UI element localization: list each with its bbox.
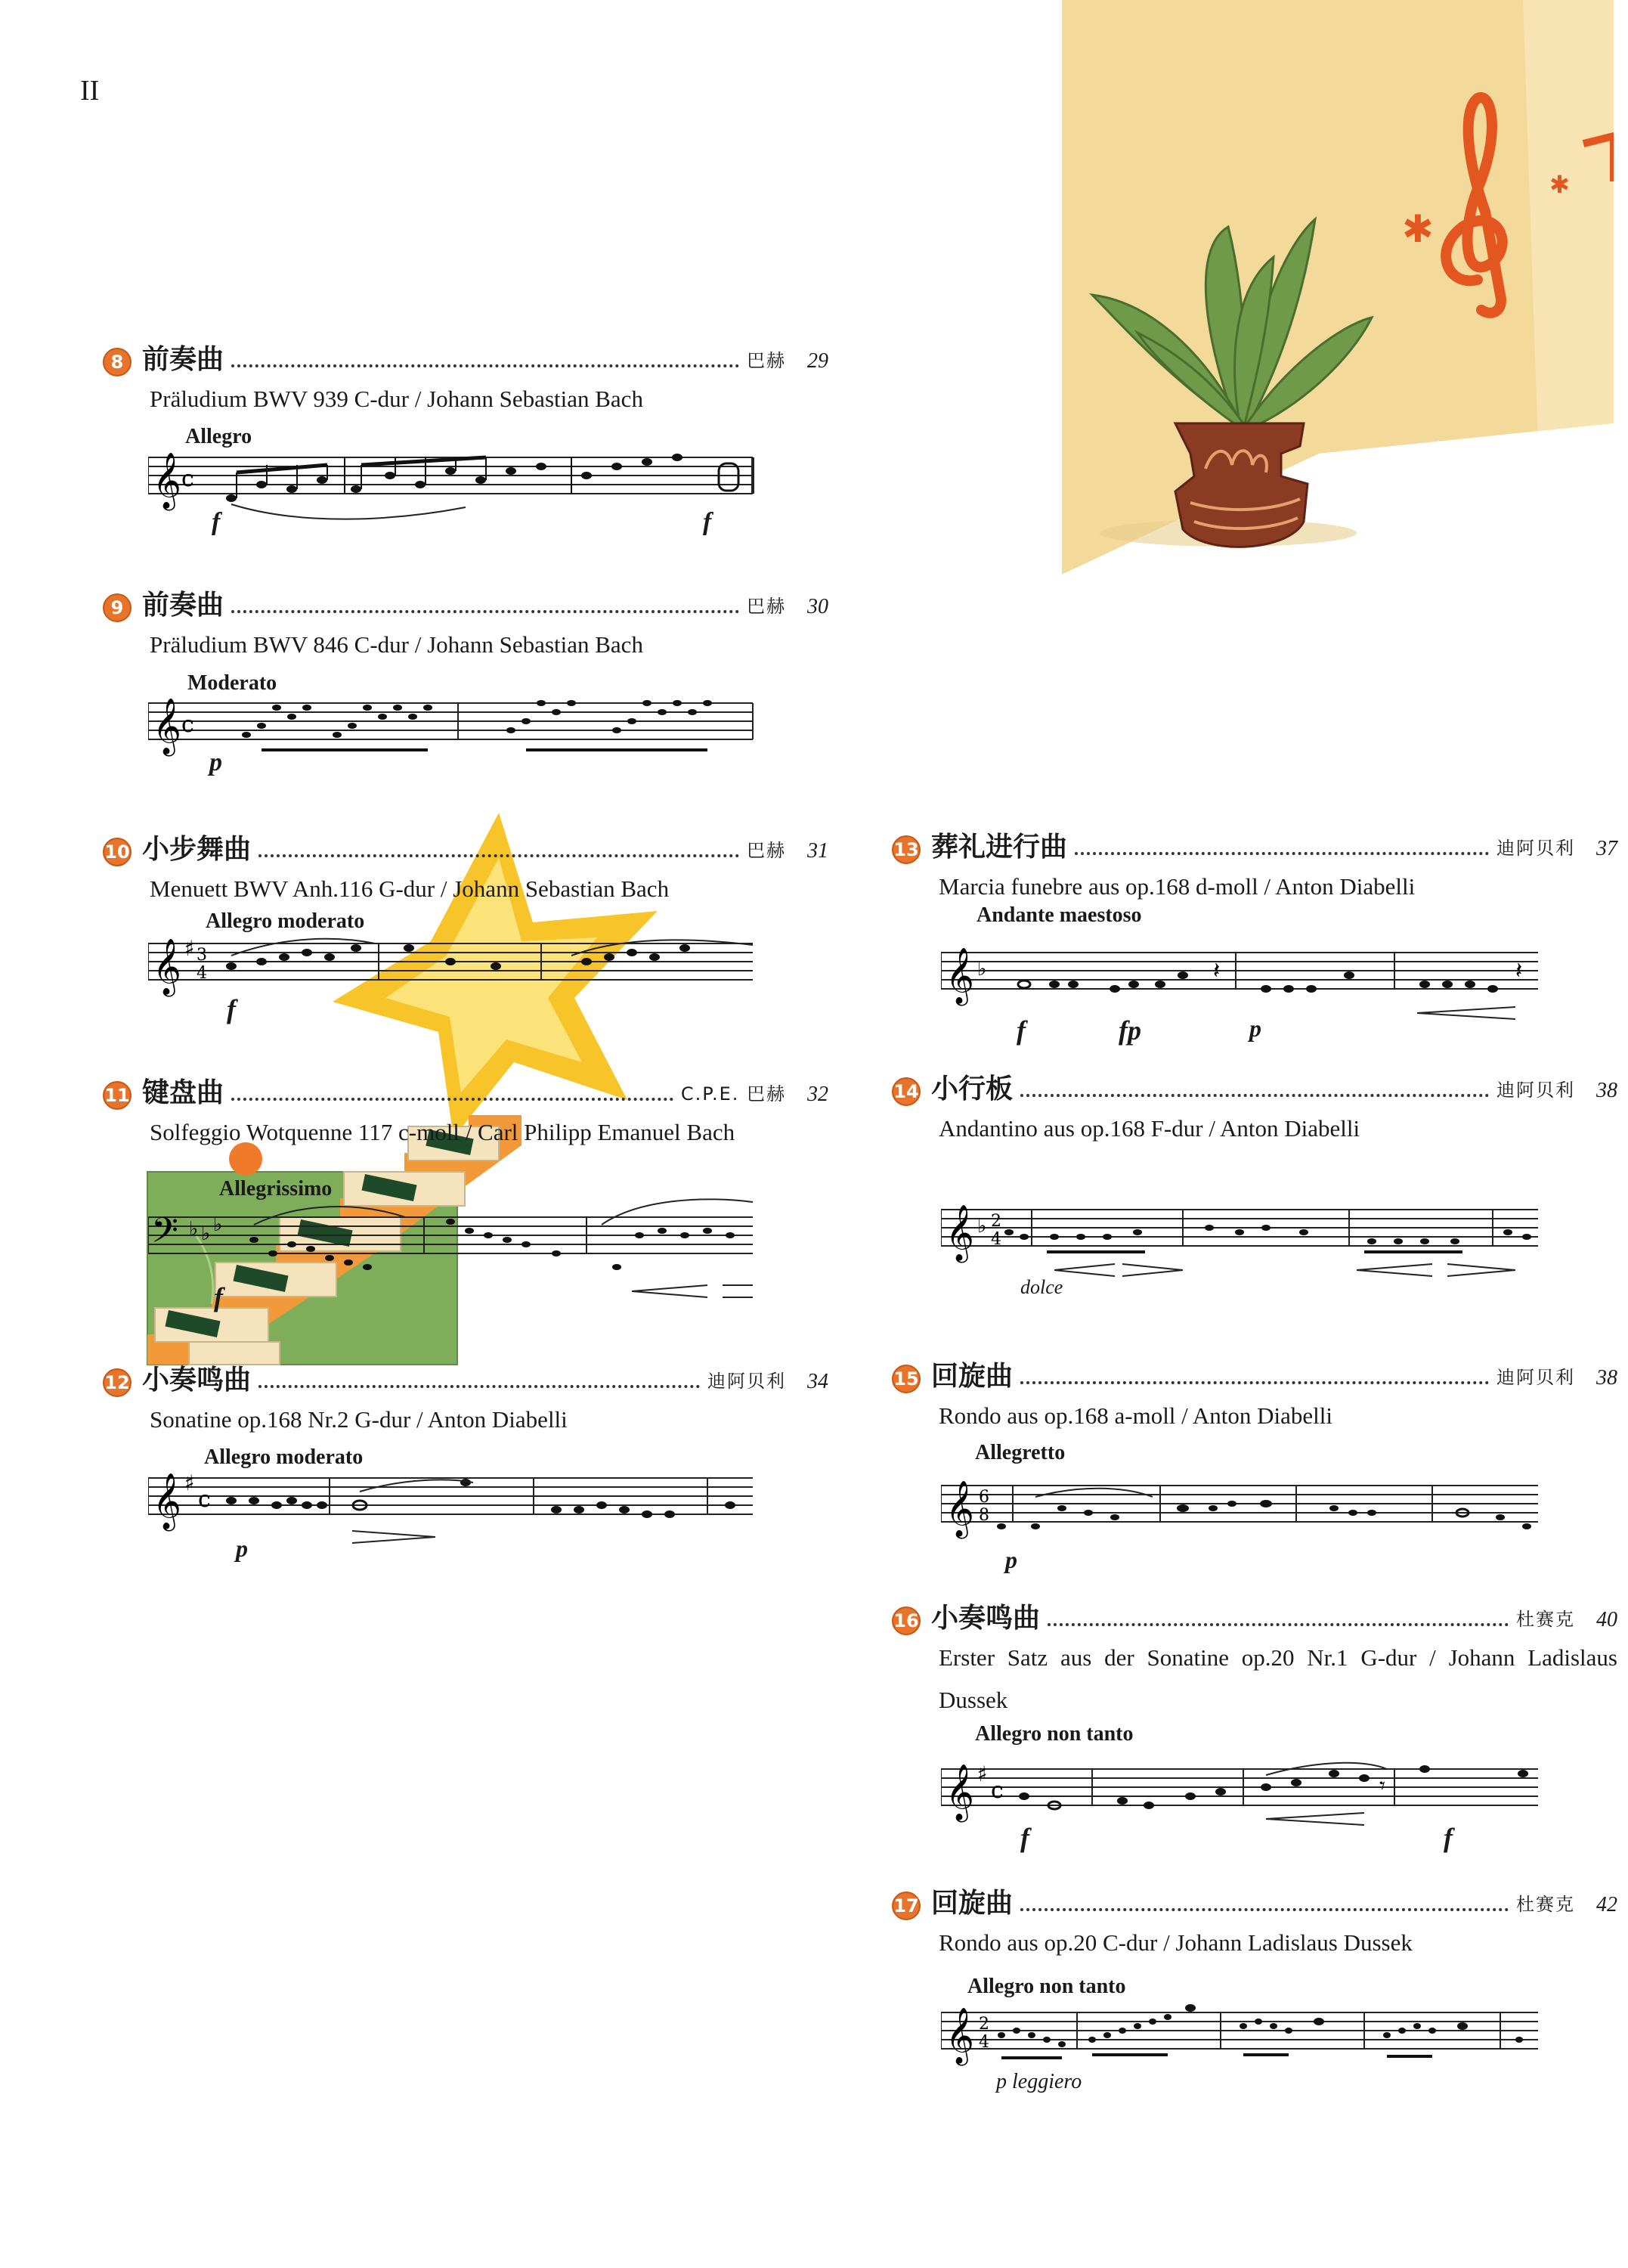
tempo-marking: Andante maestoso bbox=[976, 903, 1142, 927]
plant-illustration bbox=[1054, 0, 1614, 590]
entry-16 bbox=[892, 1591, 1617, 1721]
svg-text:𝄞: 𝄞 bbox=[153, 699, 181, 754]
entry-number-badge: 9 bbox=[103, 593, 132, 622]
tempo-marking: Allegro non tanto bbox=[967, 1975, 1126, 1998]
dynamic-p: p bbox=[1005, 1546, 1017, 1573]
svg-text:c: c bbox=[991, 1777, 1004, 1804]
dot-leader bbox=[231, 364, 739, 367]
svg-text:𝄽: 𝄽 bbox=[1213, 958, 1221, 984]
composer-cn: C.P.E. 巴赫 bbox=[680, 1083, 786, 1105]
dynamic-p-leggiero: p leggiero bbox=[996, 2070, 1082, 2093]
dynamic-f: f bbox=[703, 508, 712, 536]
entry-title-cn: 前奏曲 bbox=[142, 344, 224, 375]
dot-leader bbox=[1020, 1381, 1489, 1384]
music-incipit-8 bbox=[148, 442, 760, 533]
svg-text:𝄞: 𝄞 bbox=[153, 453, 181, 509]
dynamic-p: p bbox=[209, 748, 222, 776]
entry-subtitle: Marcia funebre aus op.168 d-moll / Anton Diabelli bbox=[939, 873, 1416, 900]
svg-text:𝄞: 𝄞 bbox=[153, 939, 181, 995]
entry-subtitle: Solfeggio Wotquenne 117 c-moll / Carl Philipp Emanuel Bach bbox=[150, 1119, 735, 1145]
svg-text:4: 4 bbox=[979, 2033, 989, 2052]
entry-number-badge: 11 bbox=[103, 1081, 132, 1110]
svg-text:c: c bbox=[181, 711, 194, 738]
page-reference: 34 bbox=[807, 1370, 828, 1393]
entry-number-badge: 17 bbox=[892, 1892, 921, 1920]
entry-title-cn: 小奏鸣曲 bbox=[931, 1603, 1041, 1634]
music-incipit-11 bbox=[148, 1194, 760, 1308]
dot-leader bbox=[258, 1385, 700, 1388]
dot-leader bbox=[1020, 1908, 1509, 1911]
dynamic-f: f bbox=[1020, 1823, 1029, 1853]
entry-title-cn: 键盘曲 bbox=[142, 1077, 224, 1108]
entry-number-badge: 15 bbox=[892, 1365, 921, 1393]
entry-number-badge: 12 bbox=[103, 1368, 132, 1397]
composer-cn: 迪阿贝利 bbox=[707, 1371, 786, 1392]
dot-leader bbox=[1020, 1094, 1489, 1097]
svg-text:𝄞: 𝄞 bbox=[946, 2008, 974, 2064]
tempo-marking: Allegro non tanto bbox=[975, 1722, 1134, 1746]
entry-title-cn: 小步舞曲 bbox=[142, 834, 252, 865]
page-reference: 29 bbox=[807, 349, 828, 373]
composer-cn: 巴赫 bbox=[747, 350, 786, 371]
dynamic-f: f bbox=[212, 508, 221, 536]
music-incipit-17 bbox=[941, 1990, 1546, 2073]
entry-title-cn: 前奏曲 bbox=[142, 590, 224, 621]
composer-cn: 巴赫 bbox=[747, 840, 786, 861]
entry-number-badge: 8 bbox=[103, 348, 132, 376]
page-reference: 30 bbox=[807, 595, 828, 618]
entry-number-badge: 10 bbox=[103, 838, 132, 866]
dot-leader bbox=[1048, 1623, 1509, 1626]
svg-text:2: 2 bbox=[991, 1212, 1001, 1231]
entry-17 bbox=[892, 1876, 1617, 1964]
entry-number-badge: 16 bbox=[892, 1606, 921, 1635]
dynamic-fp: fp bbox=[1119, 1015, 1141, 1046]
svg-text:𝄞: 𝄞 bbox=[946, 1481, 974, 1537]
entry-9 bbox=[103, 578, 828, 666]
dynamic-f: f bbox=[1444, 1823, 1453, 1853]
dynamic-f: f bbox=[227, 994, 236, 1024]
tempo-marking: Moderato bbox=[187, 671, 277, 695]
tempo-marking: Allegro bbox=[185, 425, 252, 448]
entry-title-cn: 回旋曲 bbox=[931, 1888, 1014, 1919]
dynamic-dolce: dolce bbox=[1020, 1276, 1063, 1298]
music-incipit-12 bbox=[148, 1463, 760, 1546]
music-incipit-14 bbox=[941, 1194, 1546, 1278]
svg-text:4: 4 bbox=[197, 964, 207, 983]
music-incipit-9 bbox=[148, 688, 760, 771]
tempo-marking: Allegrissimo bbox=[219, 1177, 333, 1201]
dot-leader bbox=[231, 610, 739, 613]
svg-text:♭: ♭ bbox=[189, 1218, 199, 1241]
composer-cn: 杜赛克 bbox=[1516, 1609, 1575, 1630]
entry-subtitle: Rondo aus op.20 C-dur / Johann Ladislaus Dussek bbox=[939, 1929, 1413, 1956]
music-incipit-13 bbox=[941, 930, 1546, 1021]
svg-text:♯: ♯ bbox=[977, 1761, 988, 1786]
music-incipit-15 bbox=[941, 1463, 1546, 1554]
tempo-marking: Allegro moderato bbox=[206, 909, 365, 933]
dynamic-p: p bbox=[236, 1535, 248, 1562]
entry-title-cn: 回旋曲 bbox=[931, 1361, 1014, 1392]
entry-title-cn: 小奏鸣曲 bbox=[142, 1365, 252, 1396]
svg-text:6: 6 bbox=[979, 1488, 989, 1507]
page-reference: 40 bbox=[1596, 1608, 1617, 1631]
svg-text:𝄾: 𝄾 bbox=[1379, 1773, 1385, 1799]
page-reference: 37 bbox=[1596, 837, 1617, 860]
entry-subtitle: Präludium BWV 846 C-dur / Johann Sebastian Bach bbox=[150, 631, 643, 658]
svg-text:3: 3 bbox=[197, 946, 207, 965]
svg-text:8: 8 bbox=[979, 1506, 989, 1525]
svg-text:𝄢: 𝄢 bbox=[151, 1210, 179, 1259]
svg-text:𝄞: 𝄞 bbox=[946, 1765, 974, 1820]
page-reference: 31 bbox=[807, 839, 828, 863]
svg-text:♯: ♯ bbox=[184, 936, 195, 961]
composer-cn: 迪阿贝利 bbox=[1496, 1080, 1575, 1101]
svg-text:4: 4 bbox=[991, 1230, 1001, 1249]
music-incipit-10 bbox=[148, 928, 760, 1012]
dot-leader bbox=[1075, 852, 1489, 855]
svg-text:✱: ✱ bbox=[1549, 170, 1570, 199]
entry-subtitle: Präludium BWV 939 C-dur / Johann Sebastian Bach bbox=[150, 386, 643, 412]
entry-13 bbox=[892, 820, 1617, 908]
svg-text:𝄞: 𝄞 bbox=[946, 1205, 974, 1261]
entry-12 bbox=[103, 1353, 828, 1441]
page-reference: 32 bbox=[807, 1083, 828, 1106]
tempo-marking: Allegretto bbox=[975, 1441, 1066, 1464]
entry-title-cn: 小行板 bbox=[931, 1074, 1014, 1105]
entry-10 bbox=[103, 823, 828, 910]
page-number: II bbox=[80, 75, 100, 107]
entry-14 bbox=[892, 1062, 1617, 1150]
svg-text:𝄽: 𝄽 bbox=[1515, 958, 1523, 984]
entry-subtitle: Menuett BWV Anh.116 G-dur / Johann Sebastian Bach bbox=[150, 875, 670, 902]
composer-cn: 迪阿贝利 bbox=[1496, 1367, 1575, 1388]
dynamic-f: f bbox=[214, 1282, 223, 1312]
music-incipit-16 bbox=[941, 1739, 1546, 1837]
svg-text:2: 2 bbox=[979, 2015, 989, 2034]
svg-text:𝄞: 𝄞 bbox=[153, 1473, 181, 1529]
entry-subtitle: Erster Satz aus der Sonatine op.20 Nr.1 G-dur / Johann Ladislaus Dussek bbox=[939, 1644, 1617, 1713]
entry-subtitle: Andantino aus op.168 F-dur / Anton Diabelli bbox=[939, 1115, 1360, 1142]
svg-text:♭: ♭ bbox=[213, 1213, 223, 1236]
entry-8 bbox=[103, 333, 828, 420]
entry-subtitle: Rondo aus op.168 a-moll / Anton Diabelli bbox=[939, 1402, 1332, 1429]
dot-leader bbox=[258, 854, 739, 857]
entry-11 bbox=[103, 1066, 828, 1154]
svg-text:c: c bbox=[181, 466, 194, 492]
dynamic-p: p bbox=[1249, 1015, 1261, 1042]
page-reference: 38 bbox=[1596, 1079, 1617, 1102]
composer-cn: 杜赛克 bbox=[1516, 1894, 1575, 1915]
entry-15 bbox=[892, 1349, 1617, 1437]
tempo-marking: Allegro moderato bbox=[204, 1445, 364, 1469]
entry-title-cn: 葬礼进行曲 bbox=[931, 832, 1068, 863]
page-reference: 42 bbox=[1596, 1893, 1617, 1916]
composer-cn: 迪阿贝利 bbox=[1496, 838, 1575, 859]
entry-subtitle: Sonatine op.168 Nr.2 G-dur / Anton Diabelli bbox=[150, 1406, 568, 1433]
dot-leader bbox=[231, 1098, 673, 1101]
flower-pot bbox=[1175, 423, 1308, 547]
entry-number-badge: 14 bbox=[892, 1077, 921, 1106]
svg-text:♭: ♭ bbox=[201, 1222, 211, 1245]
composer-cn: 巴赫 bbox=[747, 596, 786, 617]
svg-text:c: c bbox=[198, 1486, 211, 1513]
svg-text:𝄞: 𝄞 bbox=[946, 948, 974, 1004]
svg-text:♭: ♭ bbox=[977, 958, 987, 981]
svg-text:♯: ♯ bbox=[184, 1470, 195, 1495]
entry-number-badge: 13 bbox=[892, 835, 921, 864]
svg-text:✱: ✱ bbox=[1402, 207, 1434, 251]
dynamic-f: f bbox=[1017, 1015, 1026, 1046]
svg-text:♭: ♭ bbox=[977, 1215, 987, 1238]
page-reference: 38 bbox=[1596, 1366, 1617, 1390]
